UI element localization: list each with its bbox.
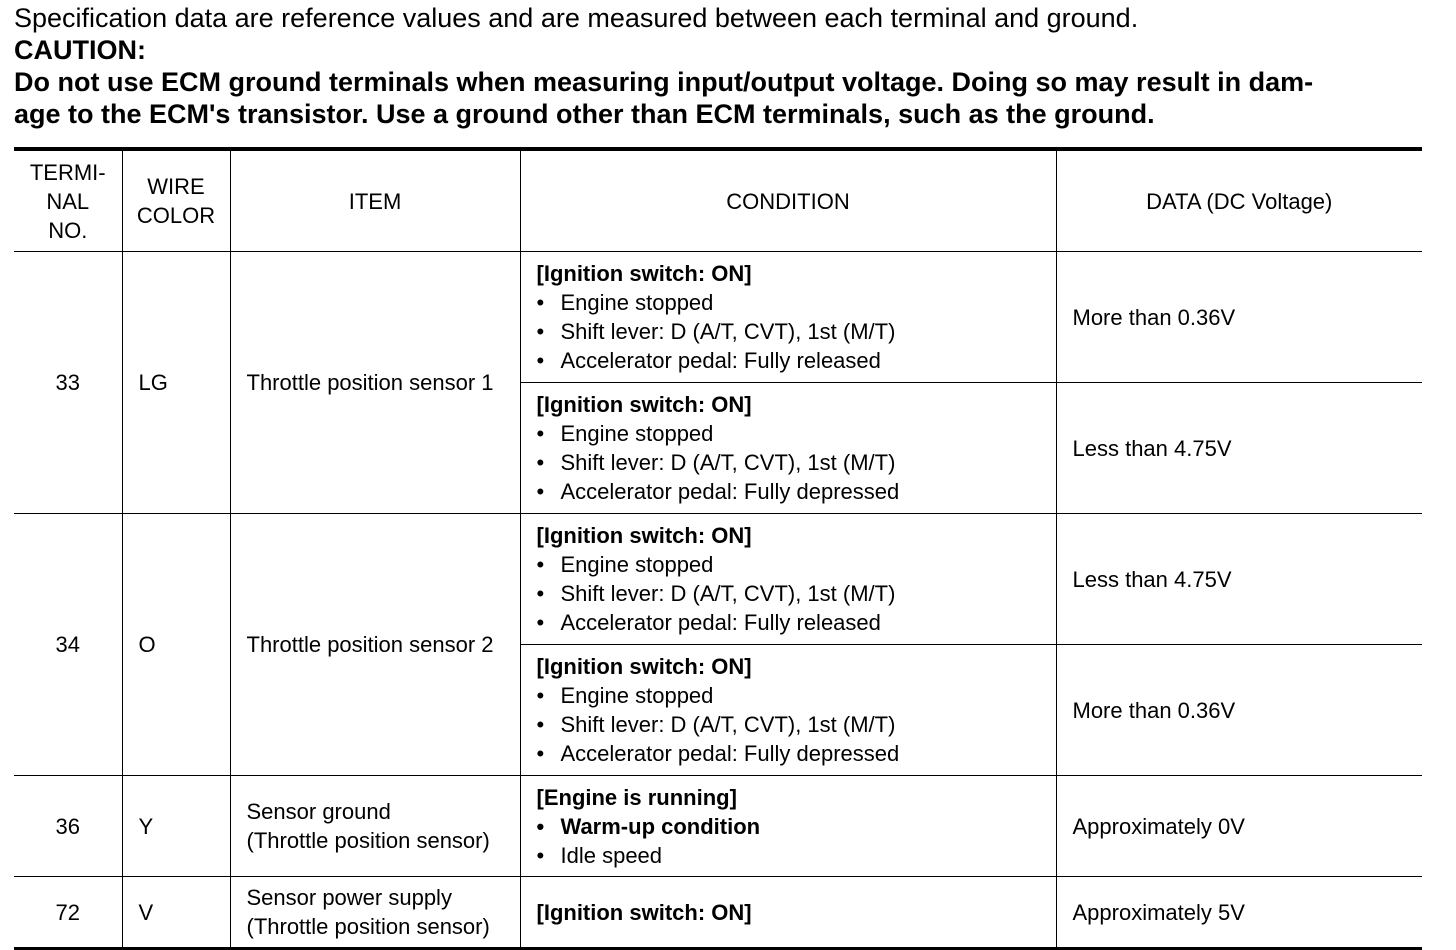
condition-item: • Engine stopped [536,683,714,708]
table-row [14,514,1422,645]
condition-list [537,812,1056,870]
terminal-number: 72 [14,877,122,949]
condition-heading: [Ignition switch: ON] [536,899,752,925]
bullet-icon: • [536,813,545,839]
header-item: ITEM [230,149,520,252]
bullet-icon: • [536,610,545,635]
wire-color: Y [122,776,230,877]
bullet-icon: • [536,290,545,315]
wire-color: O [122,514,230,776]
condition-cell [520,776,1056,877]
terminal-number: 36 [14,776,122,877]
caution-title: CAUTION: [14,35,146,65]
header-wire-color: WIRE COLOR [122,149,230,252]
condition-item: • Accelerator pedal: Fully depressed [536,479,900,504]
condition-item: • Shift lever: D (A/T, CVT), 1st (M/T) [536,319,896,344]
bullet-icon: • [536,421,545,446]
condition-item: • Engine stopped [536,290,714,315]
item-name: Sensor power supply (Throttle position sensor) [230,877,520,949]
bullet-icon: • [536,348,545,373]
terminal-spec-table [14,147,1422,950]
condition-heading: [Ignition switch: ON] [536,392,752,417]
bullet-icon: • [536,712,545,737]
condition-item: • Accelerator pedal: Fully released [536,348,881,373]
wire-color: V [122,877,230,949]
data-value: More than 0.36V [1056,252,1422,383]
caution-text-line1: Do not use ECM ground terminals when measuring input/output voltage. Doing so may result in dam- [14,67,1314,97]
data-value: Less than 4.75V [1056,383,1422,514]
spec-note: Specification data are reference values and are measured between each terminal and ground. [14,3,1139,33]
condition-list [537,681,1056,768]
item-name: Throttle position sensor 2 [230,514,520,776]
data-value: Less than 4.75V [1056,514,1422,645]
data-value: More than 0.36V [1056,645,1422,776]
condition-heading: [Ignition switch: ON] [536,654,752,679]
bullet-icon: • [536,319,545,344]
condition-heading: [Ignition switch: ON] [536,261,752,286]
caution-text-line2: age to the ECM's transistor. Use a ground other than ECM terminals, such as the ground. [14,99,1155,129]
condition-item: • Accelerator pedal: Fully depressed [536,741,900,766]
terminal-number: 33 [14,252,122,514]
condition-cell [520,252,1056,383]
bullet-icon: • [536,479,545,504]
condition-cell [520,877,1056,949]
bullet-icon: • [536,450,545,475]
header-condition: CONDITION [520,149,1056,252]
condition-cell [520,514,1056,645]
table-header-row [14,149,1422,252]
condition-item: • Warm-up condition [536,813,761,839]
condition-item: • Engine stopped [536,552,714,577]
wire-color: LG [122,252,230,514]
bullet-icon: • [536,552,545,577]
condition-heading: [Ignition switch: ON] [536,523,752,548]
bullet-icon: • [536,581,545,606]
intro-section [14,2,1434,130]
bullet-icon: • [536,683,545,708]
condition-item: • Shift lever: D (A/T, CVT), 1st (M/T) [536,581,896,606]
condition-item: • Engine stopped [536,421,714,446]
condition-item: • Idle speed [536,842,663,868]
condition-cell [520,383,1056,514]
table-row [14,776,1422,877]
terminal-number: 34 [14,514,122,776]
condition-list [537,419,1056,506]
item-name: Sensor ground (Throttle position sensor) [230,776,520,877]
condition-cell [520,645,1056,776]
bullet-icon: • [536,842,545,868]
data-value: Approximately 5V [1056,877,1422,949]
data-value: Approximately 0V [1056,776,1422,877]
item-name: Throttle position sensor 1 [230,252,520,514]
condition-heading: [Engine is running] [536,784,737,810]
condition-list [537,288,1056,375]
condition-item: • Shift lever: D (A/T, CVT), 1st (M/T) [536,712,896,737]
table-row [14,877,1422,949]
table-row [14,252,1422,383]
bullet-icon: • [536,741,545,766]
condition-item: • Shift lever: D (A/T, CVT), 1st (M/T) [536,450,896,475]
condition-list [537,550,1056,637]
header-terminal-no: TERMI- NAL NO. [14,149,122,252]
condition-item: • Accelerator pedal: Fully released [536,610,881,635]
header-data: DATA (DC Voltage) [1056,149,1422,252]
